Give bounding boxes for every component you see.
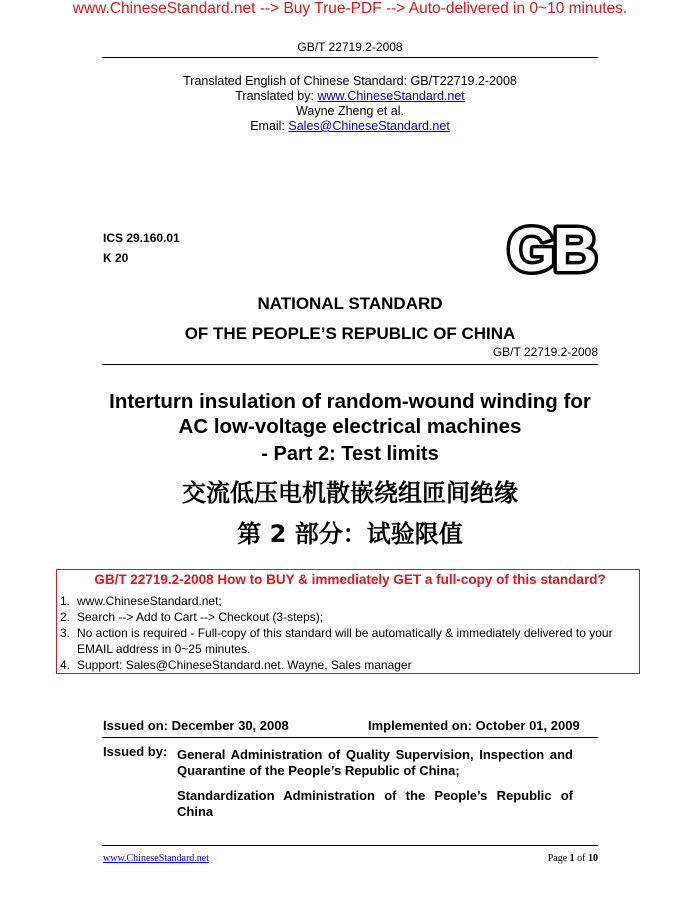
chinese-title-line1: 交流低压电机散嵌绕组匝间绝缘 (182, 479, 518, 507)
english-title (0, 389, 700, 439)
issuer-gaqsiq: General Administration of Quality Supervision, Inspection and Quarantine of the People’s Republic of China; (177, 747, 573, 778)
issued-on-date: Issued on: December 30, 2008 (103, 718, 289, 733)
english-title-part: - Part 2: Test limits (261, 443, 439, 465)
ccs-code: K 20 (103, 251, 129, 265)
issuer-sac: Standardization Administration of the People’s Republic of China (177, 788, 573, 819)
translation-info (0, 74, 700, 134)
national-standard-line1: NATIONAL STANDARD (257, 294, 443, 313)
translated-by (0, 89, 700, 104)
email-label: Email: (250, 119, 289, 133)
standard-code: GB/T 22719.2-2008 (492, 345, 598, 359)
buy-step-text: Search --> Add to Cart --> Checkout (3-steps); (77, 610, 324, 624)
national-standard-line2: OF THE PEOPLE’S REPUBLIC OF CHINA (184, 324, 516, 343)
implemented-on-date: Implemented on: October 01, 2009 (368, 718, 580, 733)
translated-by-link[interactable]: www.ChineseStandard.net (317, 89, 465, 103)
buy-step (60, 609, 635, 625)
page-total: 10 (588, 853, 598, 864)
email-line (0, 119, 700, 134)
email-link[interactable]: Sales@ChineseStandard.net (288, 119, 450, 133)
buy-step (60, 625, 635, 657)
buy-step-number: 4. (60, 658, 71, 672)
page-prefix: Page (547, 853, 570, 864)
footer-divider (102, 845, 598, 846)
buy-info-title: GB/T 22719.2-2008 How to BUY & immediately GET a full-copy of this standard? (94, 572, 606, 587)
buy-step-text[interactable]: www.ChineseStandard.net; (77, 594, 222, 608)
buy-step-text: Support: Sales@ChineseStandard.net. Wayne, Sales manager (77, 658, 412, 672)
gb-logo (504, 220, 598, 285)
page-number: 1 (569, 853, 575, 864)
top-banner[interactable]: www.ChineseStandard.net --> Buy True-PDF --> Auto-delivered in 0~10 minutes. (72, 0, 628, 17)
translation-line: Translated English of Chinese Standard: GB/T22719.2-2008 (183, 74, 517, 88)
footer-link[interactable]: www.ChineseStandard.net (103, 853, 209, 864)
gb-logo-graphic (504, 220, 598, 280)
gb-logo-text: GB (507, 220, 595, 280)
english-title-line2: AC low-voltage electrical machines (178, 415, 522, 438)
issued-by-label: Issued by: (103, 744, 168, 759)
page-indicator (548, 853, 598, 864)
translated-by-label: Translated by: (235, 89, 318, 103)
issue-divider (102, 737, 598, 738)
page-of: of (574, 853, 588, 864)
classification-codes (103, 228, 180, 268)
national-standard-heading (0, 289, 700, 349)
buy-step-number: 2. (60, 610, 71, 624)
english-title-line1: Interturn insulation of random-wound winding for (109, 390, 591, 413)
header-standard-code: GB/T 22719.2-2008 (297, 40, 403, 54)
buy-steps-list (60, 593, 635, 673)
buy-step-number: 1. (60, 594, 71, 608)
title-divider (102, 364, 598, 365)
buy-step (60, 657, 635, 673)
buy-step-number: 3. (60, 626, 71, 640)
header-divider (102, 57, 598, 58)
buy-step-text: No action is required - Full-copy of this standard will be automatically & immediately delivered to your EMAIL address in 0~25 minutes. (77, 626, 613, 656)
translators: Wayne Zheng et al. (296, 104, 404, 118)
ics-code: ICS 29.160.01 (103, 231, 180, 245)
buy-step (60, 593, 635, 609)
chinese-title-line2: 第 2 部分：试验限值 (237, 520, 463, 548)
